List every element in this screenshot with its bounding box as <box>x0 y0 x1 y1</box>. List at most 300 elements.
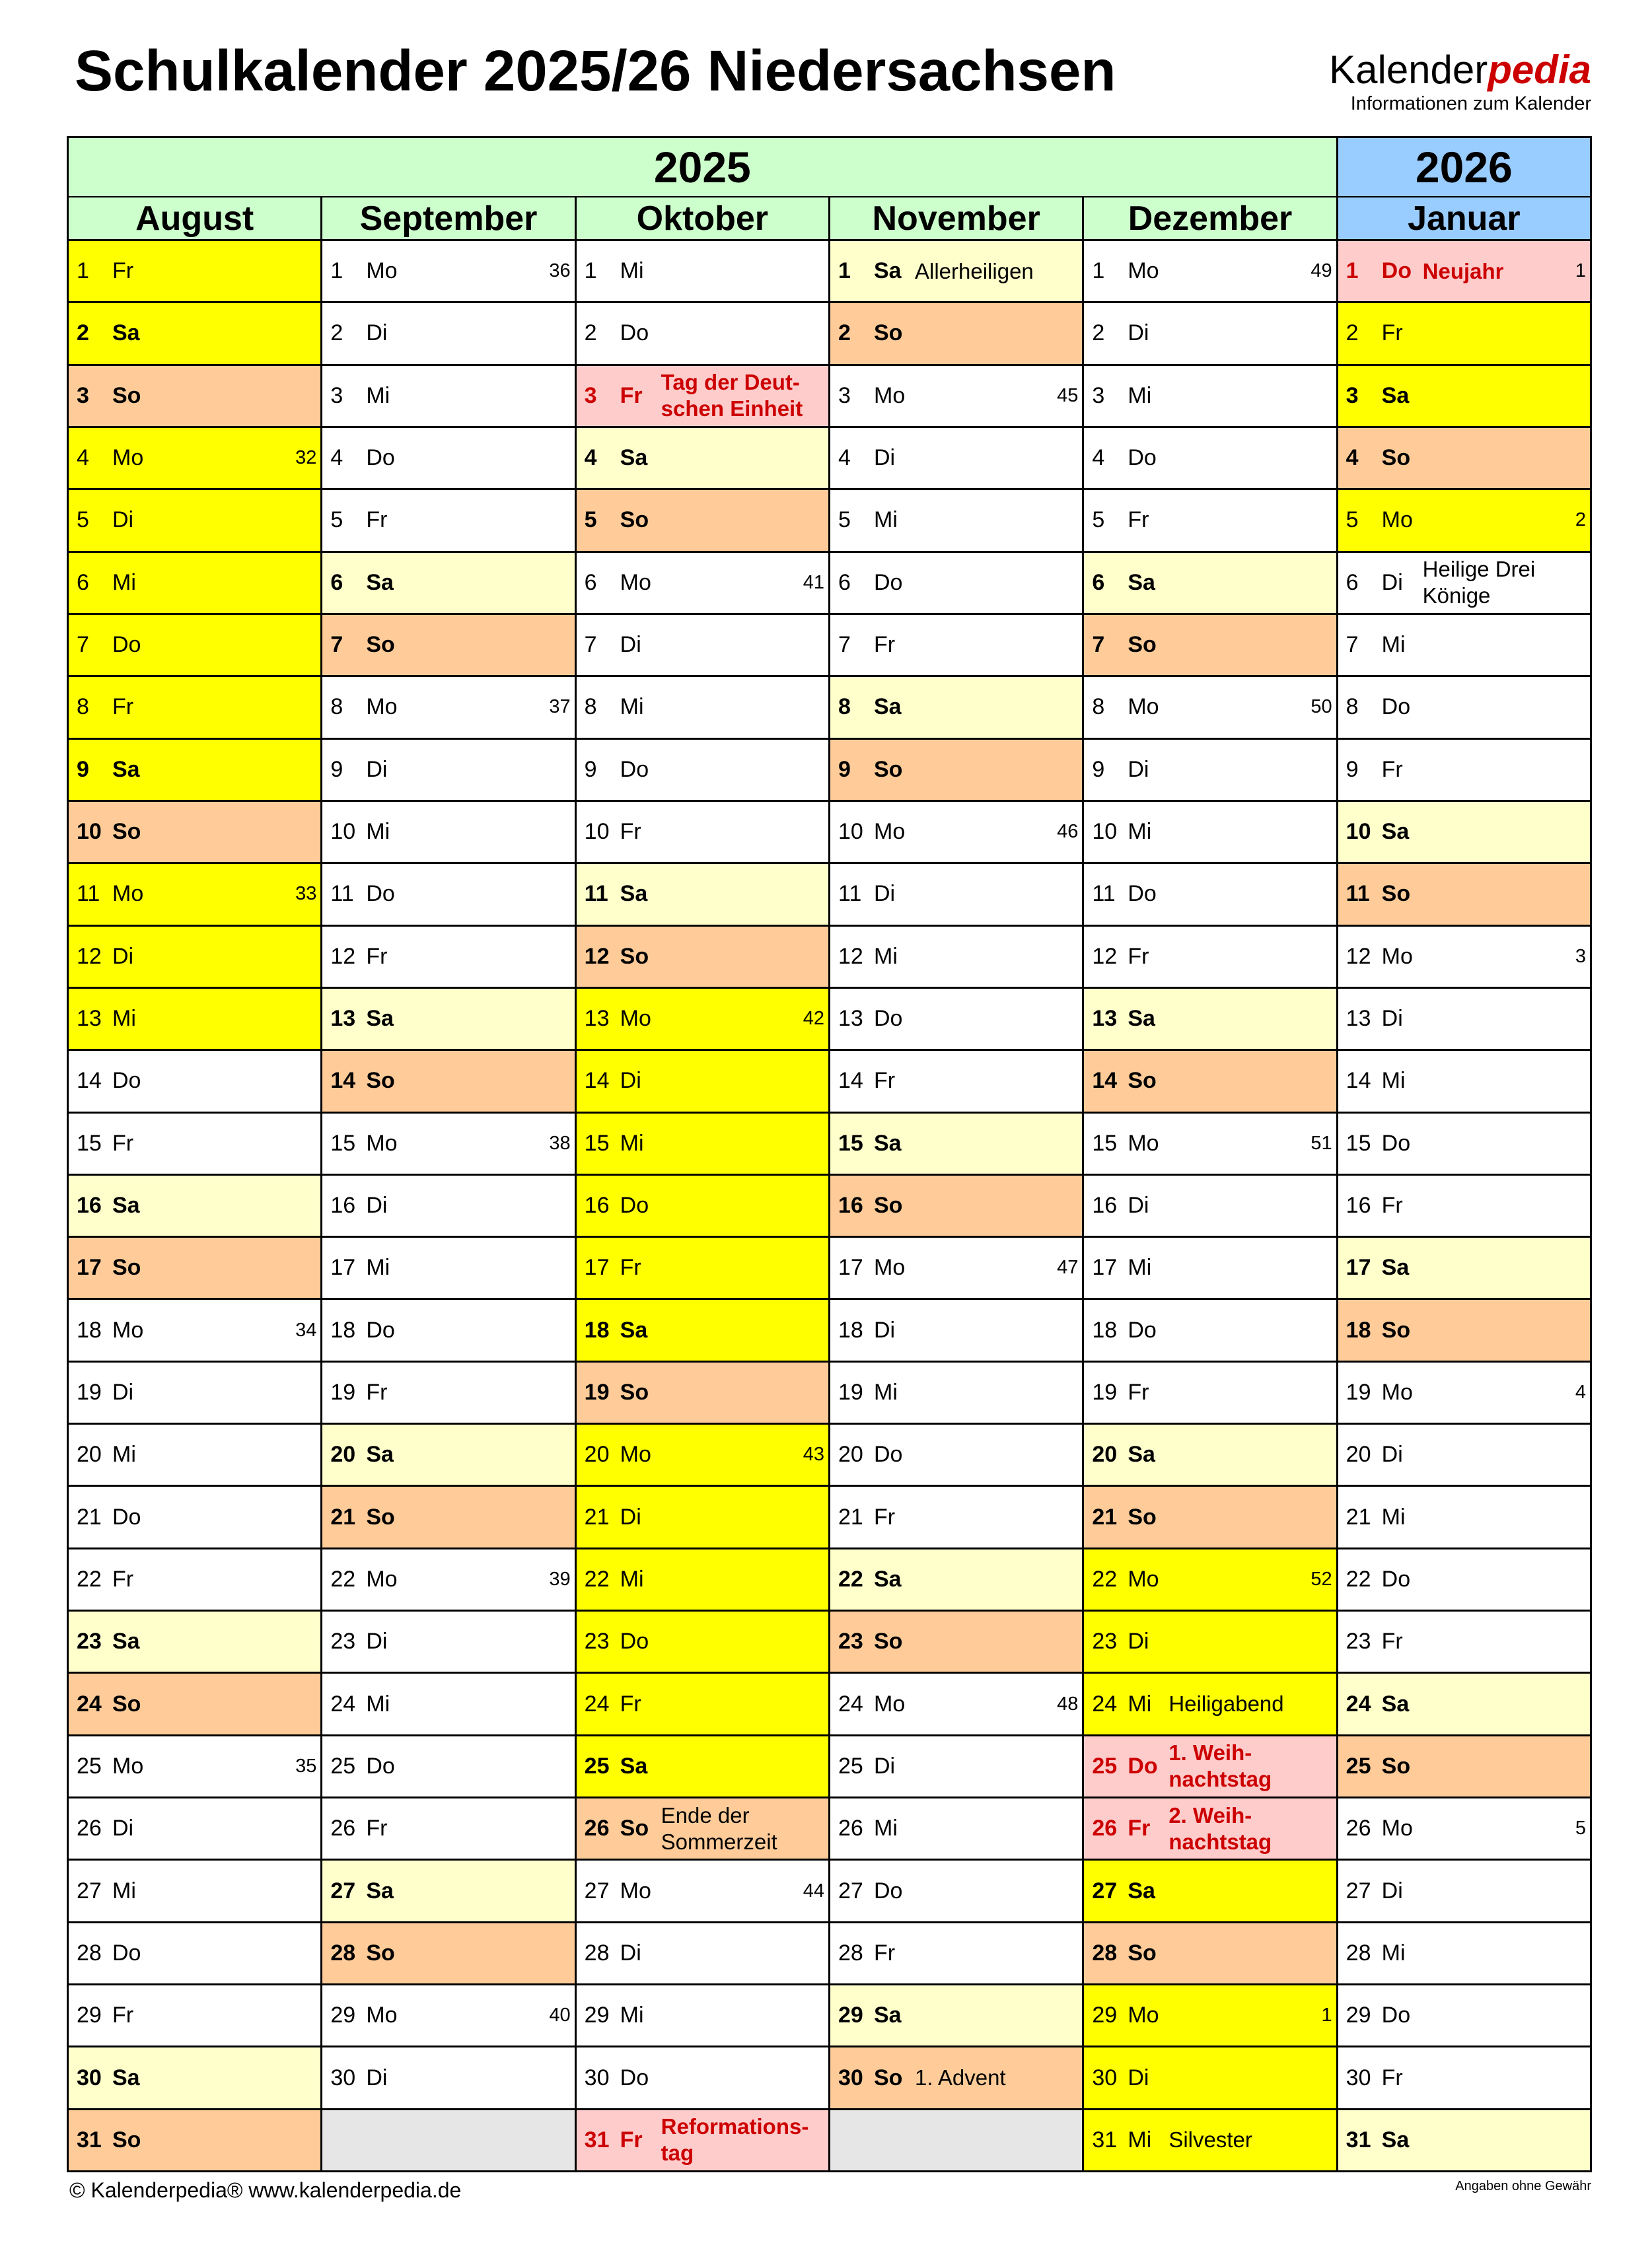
weekday: Di <box>1128 2065 1149 2090</box>
day-number: 19 <box>1346 1379 1371 1405</box>
weekday: Do <box>112 1068 141 1094</box>
day-number: 14 <box>330 1068 356 1094</box>
day-number: 8 <box>1346 694 1359 720</box>
weekday: Fr <box>366 1379 388 1405</box>
week-number: 4 <box>1575 1381 1586 1403</box>
day-number: 16 <box>1346 1192 1371 1218</box>
weekday: Mo <box>112 1753 144 1779</box>
weekday: Di <box>366 1629 388 1654</box>
weekday: Sa <box>1381 382 1410 408</box>
weekday: Fr <box>1128 1816 1151 1841</box>
day-cell <box>69 1300 322 1362</box>
weekday: Sa <box>112 1629 140 1654</box>
weekday: Sa <box>1128 1006 1155 1032</box>
day-cell <box>830 1798 1084 1861</box>
day-number: 29 <box>584 2003 610 2028</box>
weekday: Mo <box>1128 2003 1159 2028</box>
day-cell <box>1338 1425 1592 1487</box>
day-cell <box>577 1861 830 1923</box>
weekday: Do <box>874 1878 903 1903</box>
day-number: 24 <box>77 1691 102 1717</box>
day-cell <box>1084 2047 1338 2110</box>
note-label: Allerheiligen <box>915 258 1034 283</box>
day-number: 24 <box>584 1691 610 1717</box>
day-cell <box>830 1549 1084 1612</box>
day-number: 21 <box>584 1504 610 1530</box>
weekday: So <box>112 382 141 408</box>
day-number: 5 <box>1346 507 1359 533</box>
day-number: 4 <box>330 445 343 471</box>
day-cell <box>830 366 1084 428</box>
day-number: 31 <box>1346 2127 1371 2152</box>
day-cell <box>1338 490 1592 552</box>
day-number: 11 <box>584 881 608 907</box>
weekday: Sa <box>874 1130 902 1156</box>
day-cell <box>69 428 322 490</box>
weekday: Di <box>1128 320 1149 346</box>
weekday: Fr <box>874 1068 896 1094</box>
weekday: Fr <box>620 819 641 845</box>
day-number: 6 <box>1346 569 1359 595</box>
day-number: 4 <box>1092 445 1105 471</box>
day-cell <box>577 1425 830 1487</box>
day-number: 17 <box>330 1255 356 1281</box>
weekday: So <box>366 632 395 658</box>
day-cell <box>577 1736 830 1798</box>
weekday: Do <box>1128 445 1157 471</box>
day-number: 9 <box>1346 756 1359 782</box>
day-number: 26 <box>838 1816 863 1841</box>
day-cell <box>1338 1549 1592 1612</box>
weekday: Di <box>112 943 134 969</box>
day-cell <box>577 1238 830 1300</box>
day-cell <box>322 1300 576 1362</box>
day-cell <box>577 677 830 739</box>
week-number: 37 <box>549 696 571 718</box>
day-number: 1 <box>330 258 343 284</box>
day-number: 3 <box>838 382 851 408</box>
day-cell <box>69 989 322 1051</box>
day-number: 15 <box>1092 1130 1118 1156</box>
day-cell <box>577 1051 830 1113</box>
empty-cell <box>322 2110 576 2172</box>
weekday: Sa <box>874 258 902 284</box>
weekday: Mo <box>366 1566 398 1592</box>
day-cell <box>69 2110 322 2172</box>
weekday: Mi <box>1128 2127 1152 2152</box>
day-number: 18 <box>77 1317 102 1343</box>
day-number: 9 <box>1092 756 1105 782</box>
day-cell <box>830 1363 1084 1425</box>
weekday: Mo <box>1128 258 1159 284</box>
weekday: So <box>874 1629 903 1654</box>
month-header-september: September <box>322 197 576 241</box>
weekday: Sa <box>366 1442 394 1468</box>
weekday: So <box>1381 445 1411 471</box>
weekday: Fr <box>1128 507 1149 533</box>
day-number: 17 <box>1346 1255 1371 1281</box>
weekday: Fr <box>366 507 388 533</box>
week-number: 2 <box>1575 509 1586 531</box>
weekday: Sa <box>1128 1442 1155 1468</box>
day-number: 21 <box>1346 1504 1371 1530</box>
day-number: 16 <box>330 1192 356 1218</box>
day-cell <box>830 241 1084 303</box>
day-cell <box>1084 553 1338 615</box>
day-number: 27 <box>1346 1878 1371 1903</box>
day-cell <box>69 1923 322 1985</box>
weekday: So <box>366 1504 395 1530</box>
day-cell <box>69 1736 322 1798</box>
day-cell <box>830 1051 1084 1113</box>
weekday: Fr <box>1381 1629 1403 1654</box>
weekday: Sa <box>366 569 394 595</box>
day-cell <box>69 1487 322 1549</box>
day-cell <box>577 1612 830 1674</box>
day-cell <box>1084 1487 1338 1549</box>
day-number: 21 <box>330 1504 356 1530</box>
day-number: 26 <box>1092 1816 1118 1841</box>
day-cell <box>322 303 576 365</box>
day-cell <box>69 864 322 926</box>
weekday: Fr <box>1381 1192 1403 1218</box>
day-cell <box>577 927 830 989</box>
day-number: 20 <box>1092 1442 1118 1468</box>
day-number: 1 <box>1092 258 1105 284</box>
day-cell <box>577 864 830 926</box>
day-number: 4 <box>1346 445 1359 471</box>
day-number: 5 <box>1092 507 1105 533</box>
day-number: 1 <box>77 258 89 284</box>
day-cell <box>69 1985 322 2047</box>
weekday: Di <box>1381 1878 1403 1903</box>
day-number: 21 <box>838 1504 863 1530</box>
day-cell <box>830 1425 1084 1487</box>
weekday: So <box>1128 1068 1157 1094</box>
day-cell <box>322 428 576 490</box>
weekday: So <box>874 1192 903 1218</box>
day-number: 30 <box>1092 2065 1118 2090</box>
holiday-label: Reformations- tag <box>661 2114 809 2166</box>
month-header-januar: Januar <box>1338 197 1592 241</box>
day-number: 26 <box>330 1816 356 1841</box>
day-number: 12 <box>77 943 102 969</box>
logo-part1: Kalender <box>1329 48 1488 92</box>
weekday: Fr <box>874 1504 896 1530</box>
day-number: 15 <box>330 1130 356 1156</box>
day-number: 25 <box>584 1753 610 1779</box>
weekday: Fr <box>366 943 388 969</box>
weekday: So <box>620 1816 649 1841</box>
day-number: 30 <box>330 2065 356 2090</box>
day-cell <box>1338 677 1592 739</box>
day-number: 16 <box>77 1192 102 1218</box>
day-number: 20 <box>1346 1442 1371 1468</box>
day-number: 28 <box>1092 1940 1118 1966</box>
day-cell <box>69 1798 322 1861</box>
day-number: 7 <box>1346 632 1359 658</box>
day-cell <box>1338 366 1592 428</box>
day-cell <box>69 927 322 989</box>
day-cell <box>322 864 576 926</box>
day-number: 2 <box>77 320 89 346</box>
weekday: Mi <box>1128 1691 1152 1717</box>
weekday: Do <box>620 2065 649 2090</box>
day-number: 1 <box>584 258 597 284</box>
day-cell <box>322 989 576 1051</box>
day-cell <box>1084 1861 1338 1923</box>
weekday: Mi <box>112 569 136 595</box>
day-number: 9 <box>838 756 851 782</box>
day-cell <box>830 2047 1084 2110</box>
day-cell <box>830 615 1084 677</box>
weekday: So <box>112 1255 141 1281</box>
weekday: So <box>620 1379 649 1405</box>
day-cell <box>1338 1798 1592 1861</box>
weekday: Mo <box>874 382 906 408</box>
weekday: Mi <box>874 507 898 533</box>
weekday: Do <box>1381 258 1412 284</box>
weekday: Di <box>620 632 641 658</box>
day-cell <box>1338 1674 1592 1736</box>
day-number: 14 <box>1346 1068 1371 1094</box>
day-cell <box>1084 1612 1338 1674</box>
week-number: 50 <box>1311 696 1332 718</box>
month-header-november: November <box>830 197 1084 241</box>
weekday: Sa <box>1381 819 1410 845</box>
day-number: 3 <box>77 382 89 408</box>
day-number: 11 <box>838 881 862 907</box>
day-cell <box>69 1549 322 1612</box>
day-cell <box>1338 1985 1592 2047</box>
day-cell <box>69 490 322 552</box>
week-number: 51 <box>1311 1132 1332 1154</box>
day-cell <box>1084 303 1338 365</box>
weekday: Do <box>112 1504 141 1530</box>
day-number: 28 <box>838 1940 863 1966</box>
weekday: Di <box>874 881 896 907</box>
weekday: Fr <box>1381 2065 1403 2090</box>
day-number: 19 <box>584 1379 610 1405</box>
day-number: 14 <box>1092 1068 1118 1094</box>
day-number: 28 <box>330 1940 356 1966</box>
day-cell <box>1084 1176 1338 1238</box>
day-number: 30 <box>838 2065 863 2090</box>
weekday: Mi <box>1381 1504 1406 1530</box>
weekday: Mo <box>1381 1816 1413 1841</box>
day-cell <box>830 1487 1084 1549</box>
day-cell <box>1338 553 1592 615</box>
weekday: So <box>874 320 903 346</box>
weekday: Di <box>366 320 388 346</box>
weekday: Mi <box>620 694 644 720</box>
week-number: 40 <box>549 2005 571 2026</box>
weekday: Mo <box>874 1691 906 1717</box>
week-number: 52 <box>1311 1568 1332 1590</box>
weekday: So <box>366 1940 395 1966</box>
day-cell <box>69 1363 322 1425</box>
weekday: Do <box>1381 2003 1411 2028</box>
note-label: Silvester <box>1168 2127 1252 2152</box>
weekday: Mi <box>366 819 390 845</box>
weekday: So <box>1128 632 1157 658</box>
day-cell <box>1084 1300 1338 1362</box>
day-number: 9 <box>330 756 343 782</box>
weekday: Do <box>874 1442 903 1468</box>
day-cell <box>322 740 576 802</box>
weekday: Mo <box>1381 1379 1413 1405</box>
day-cell <box>1084 1985 1338 2047</box>
weekday: Di <box>366 756 388 782</box>
day-cell <box>322 1923 576 1985</box>
day-cell <box>577 303 830 365</box>
day-cell <box>69 677 322 739</box>
weekday: Fr <box>112 1130 134 1156</box>
weekday: Sa <box>620 445 648 471</box>
day-cell <box>830 1238 1084 1300</box>
weekday: Mo <box>620 1878 651 1903</box>
day-number: 26 <box>77 1816 102 1841</box>
weekday: Mo <box>1128 694 1159 720</box>
day-cell <box>1338 2047 1592 2110</box>
weekday: Sa <box>1381 1255 1410 1281</box>
day-cell <box>69 1612 322 1674</box>
logo-part2: pedia <box>1488 48 1591 92</box>
day-cell <box>1084 1798 1338 1861</box>
day-number: 6 <box>77 569 89 595</box>
week-number: 43 <box>803 1444 824 1466</box>
weekday: Do <box>112 632 141 658</box>
weekday: Do <box>620 320 649 346</box>
day-number: 14 <box>77 1068 102 1094</box>
note-label: Heiligabend <box>1168 1691 1284 1717</box>
day-cell <box>69 1238 322 1300</box>
day-cell <box>577 2110 830 2172</box>
weekday: Mo <box>366 2003 398 2028</box>
day-number: 20 <box>584 1442 610 1468</box>
day-number: 24 <box>838 1691 863 1717</box>
day-number: 2 <box>1346 320 1359 346</box>
day-cell <box>69 1674 322 1736</box>
day-cell <box>322 927 576 989</box>
day-cell <box>322 1176 576 1238</box>
day-number: 18 <box>1346 1317 1371 1343</box>
weekday: Fr <box>112 694 134 720</box>
weekday: Do <box>620 1192 649 1218</box>
day-cell <box>1338 1114 1592 1176</box>
day-cell <box>322 1674 576 1736</box>
weekday: Sa <box>112 756 140 782</box>
weekday: Mi <box>366 1255 390 1281</box>
weekday: Di <box>620 1068 641 1094</box>
day-cell <box>1338 1736 1592 1798</box>
day-cell <box>830 1176 1084 1238</box>
day-cell <box>577 1985 830 2047</box>
day-cell <box>1338 989 1592 1051</box>
weekday: Fr <box>366 1816 388 1841</box>
week-number: 36 <box>549 260 571 282</box>
weekday: So <box>1381 881 1411 907</box>
weekday: Mo <box>1128 1566 1159 1592</box>
day-number: 13 <box>77 1006 102 1032</box>
weekday: Mi <box>366 382 390 408</box>
day-cell <box>1338 740 1592 802</box>
day-cell <box>577 1923 830 1985</box>
day-cell <box>322 1114 576 1176</box>
day-number: 29 <box>77 2003 102 2028</box>
day-number: 23 <box>838 1629 863 1654</box>
weekday: Mi <box>1128 382 1152 408</box>
day-number: 24 <box>1092 1691 1118 1717</box>
day-number: 25 <box>838 1753 863 1779</box>
day-cell <box>577 490 830 552</box>
weekday: Sa <box>1381 2127 1410 2152</box>
day-cell <box>1338 1176 1592 1238</box>
day-cell <box>69 2047 322 2110</box>
day-number: 13 <box>330 1006 356 1032</box>
day-number: 5 <box>330 507 343 533</box>
day-cell <box>322 1861 576 1923</box>
day-number: 28 <box>1346 1940 1371 1966</box>
day-cell <box>830 428 1084 490</box>
day-cell <box>69 1425 322 1487</box>
holiday-label: 2. Weih- nachtstag <box>1168 1802 1272 1854</box>
weekday: Do <box>1381 694 1411 720</box>
day-number: 8 <box>77 694 89 720</box>
weekday: Mo <box>112 1317 144 1343</box>
day-number: 7 <box>1092 632 1105 658</box>
weekday: Do <box>874 569 903 595</box>
day-cell <box>830 802 1084 864</box>
day-number: 3 <box>1092 382 1105 408</box>
day-number: 12 <box>1346 943 1371 969</box>
day-cell <box>577 1798 830 1861</box>
day-number: 16 <box>584 1192 610 1218</box>
day-cell <box>830 864 1084 926</box>
day-cell <box>322 802 576 864</box>
weekday: Mi <box>620 258 644 284</box>
day-number: 5 <box>838 507 851 533</box>
day-number: 15 <box>838 1130 863 1156</box>
day-number: 27 <box>77 1878 102 1903</box>
weekday: Sa <box>874 1566 902 1592</box>
day-cell <box>322 1425 576 1487</box>
weekday: Mi <box>112 1006 136 1032</box>
day-cell <box>322 2047 576 2110</box>
weekday: Fr <box>620 2127 643 2152</box>
week-number: 44 <box>803 1880 824 1902</box>
day-number: 28 <box>584 1940 610 1966</box>
day-cell <box>69 1176 322 1238</box>
day-cell <box>1338 1238 1592 1300</box>
weekday: So <box>366 1068 395 1094</box>
day-cell <box>830 1300 1084 1362</box>
day-number: 22 <box>330 1566 356 1592</box>
day-cell <box>322 1363 576 1425</box>
week-number: 41 <box>803 571 824 593</box>
note-label: Heilige Drei Könige <box>1422 557 1536 608</box>
day-cell <box>322 241 576 303</box>
weekday: Mo <box>112 881 144 907</box>
day-number: 20 <box>77 1442 102 1468</box>
day-number: 31 <box>1092 2127 1118 2152</box>
day-number: 18 <box>838 1317 863 1343</box>
day-number: 19 <box>330 1379 356 1405</box>
weekday: Do <box>1381 1130 1411 1156</box>
weekday: Fr <box>1128 943 1149 969</box>
day-number: 6 <box>1092 569 1105 595</box>
day-number: 17 <box>77 1255 102 1281</box>
